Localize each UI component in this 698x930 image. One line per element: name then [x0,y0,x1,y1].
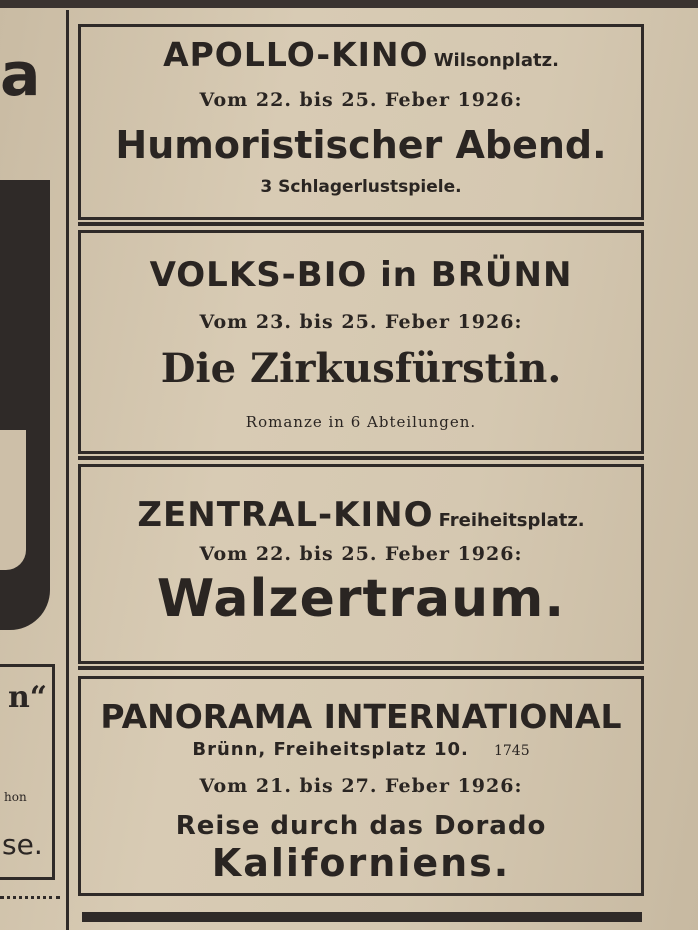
cinema-address: Brünn, Freiheitsplatz 10. [192,739,469,760]
cinema-name: PANORAMA INTERNATIONAL [100,697,622,736]
film-title-line-2: Kaliforniens. [211,841,511,885]
screening-dates: Vom 22. bis 25. Feber 1926: [199,543,523,565]
ad-separator [78,666,644,670]
ad-header [81,495,641,535]
fragment-dotted-rule [0,896,60,909]
cinema-name: ZENTRAL-KINO [137,495,434,535]
ad-zentral-kino [78,464,644,664]
bottom-rule [82,912,642,922]
ad-separator [78,222,644,226]
screening-dates: Vom 23. bis 25. Feber 1926: [199,311,523,333]
fragment-quote-text: n“ [8,680,48,715]
ad-volks-bio [78,230,644,454]
screening-dates: Vom 22. bis 25. Feber 1926: [199,89,523,111]
film-title-line-1: Reise durch das Dorado [175,811,547,841]
screening-dates: Vom 21. bis 27. Feber 1926: [199,775,523,797]
fragment-big-letters: a [0,40,39,110]
ad-separator [78,456,644,460]
film-subtitle: 3 Schlagerlustspiele. [260,177,462,197]
fragment-bottom-text: se. [2,828,43,861]
fragment-small-text: hon [4,790,27,804]
cinema-name: VOLKS-BIO in BRÜNN [149,255,573,295]
fragment-glyph-notch [0,430,26,570]
address-line [81,739,641,760]
phone-number: 1745 [493,743,530,759]
column-rule [66,10,69,930]
adjacent-advertisement-fragment [0,0,62,930]
cinema-name: APOLLO-KINO [163,35,429,74]
film-title: Humoristischer Abend. [115,123,607,167]
ad-header [81,35,641,74]
film-title: Die Zirkusfürstin. [160,345,562,392]
film-subtitle: Romanze in 6 Abteilungen. [245,413,477,431]
top-border [0,0,698,8]
film-title: Walzertraum. [156,569,566,629]
cinema-location: Freiheitsplatz. [438,510,585,531]
ad-panorama-international [78,676,644,896]
cinema-location: Wilsonplatz. [433,50,559,71]
ad-apollo-kino [78,24,644,220]
